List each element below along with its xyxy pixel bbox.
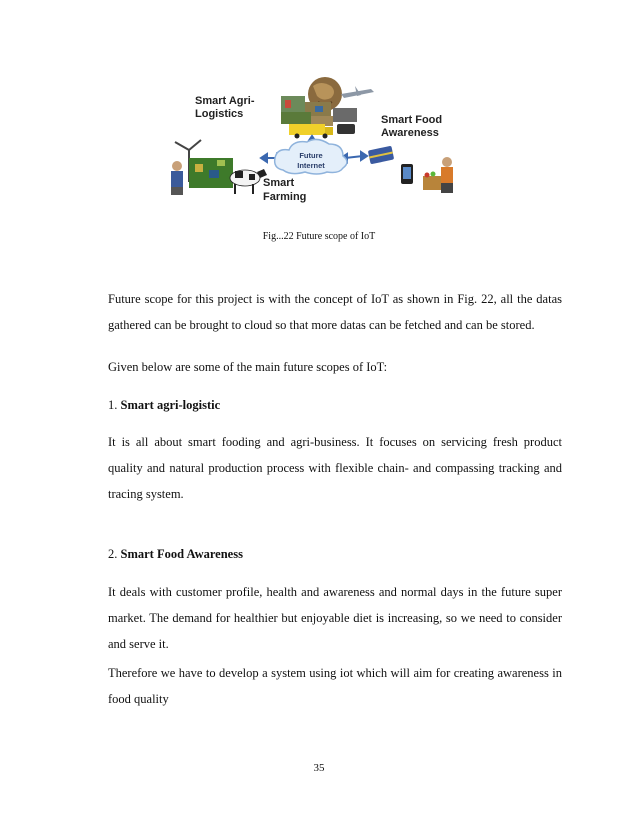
item1-title: Smart agri-logistic bbox=[120, 398, 221, 412]
cloud-icon bbox=[275, 139, 347, 174]
label-smart-farming-line2: Farming bbox=[263, 191, 307, 203]
label-smart-agri-logistics-line2: Logistics bbox=[195, 108, 244, 120]
cloud-label-internet: Internet bbox=[297, 161, 325, 170]
label-smart-food-awareness-line1: Smart Food bbox=[381, 114, 443, 126]
shopper-icon bbox=[423, 157, 453, 193]
item2-body: It deals with customer profile, health and awareness and normal days in the future super market. The demand for healthier but enjoyable diet is increasing, so we need to consider and serve it. bbox=[108, 585, 562, 651]
list-intro-paragraph: Given below are some of the main future scopes of IoT: bbox=[108, 360, 388, 374]
item2-title: Smart Food Awareness bbox=[120, 547, 243, 561]
item1-heading bbox=[108, 392, 562, 418]
field-image bbox=[189, 158, 233, 188]
figure-illustration bbox=[155, 72, 465, 207]
figure-caption: Fig...22 Future scope of IoT bbox=[262, 231, 376, 242]
card-icon bbox=[368, 146, 394, 165]
label-smart-farming-line1: Smart bbox=[263, 177, 295, 189]
item1-body: It is all about smart fooding and agri-business. It focuses on servicing fresh product quality and natural production process with flexible chain- and compassing tracking and tracing system. bbox=[108, 435, 562, 501]
conclusion-paragraph: Therefore we have to develop a system using iot which will aim for creating awareness in food quality bbox=[108, 666, 562, 706]
item1-number: 1. bbox=[108, 398, 121, 412]
farmer-icon bbox=[171, 161, 183, 195]
item2-heading bbox=[108, 541, 562, 567]
label-smart-agri-logistics-line1: Smart Agri- bbox=[195, 95, 255, 107]
airplane-icon bbox=[341, 86, 374, 98]
item2-number: 2. bbox=[108, 547, 121, 561]
label-smart-food-awareness-line2: Awareness bbox=[381, 127, 439, 139]
cow-icon bbox=[230, 169, 267, 194]
cloud-label-future: Future bbox=[299, 151, 323, 160]
page-number: 35 bbox=[313, 762, 325, 774]
iot-future-scope-figure bbox=[155, 72, 465, 207]
scanner-icon bbox=[337, 124, 355, 134]
phone-screen bbox=[403, 167, 411, 179]
intro-paragraph: Future scope for this project is with the concept of IoT as shown in Fig. 22, all the datas gathered can be brought to cloud so that more datas can be fetched and can be stored. bbox=[108, 292, 562, 332]
